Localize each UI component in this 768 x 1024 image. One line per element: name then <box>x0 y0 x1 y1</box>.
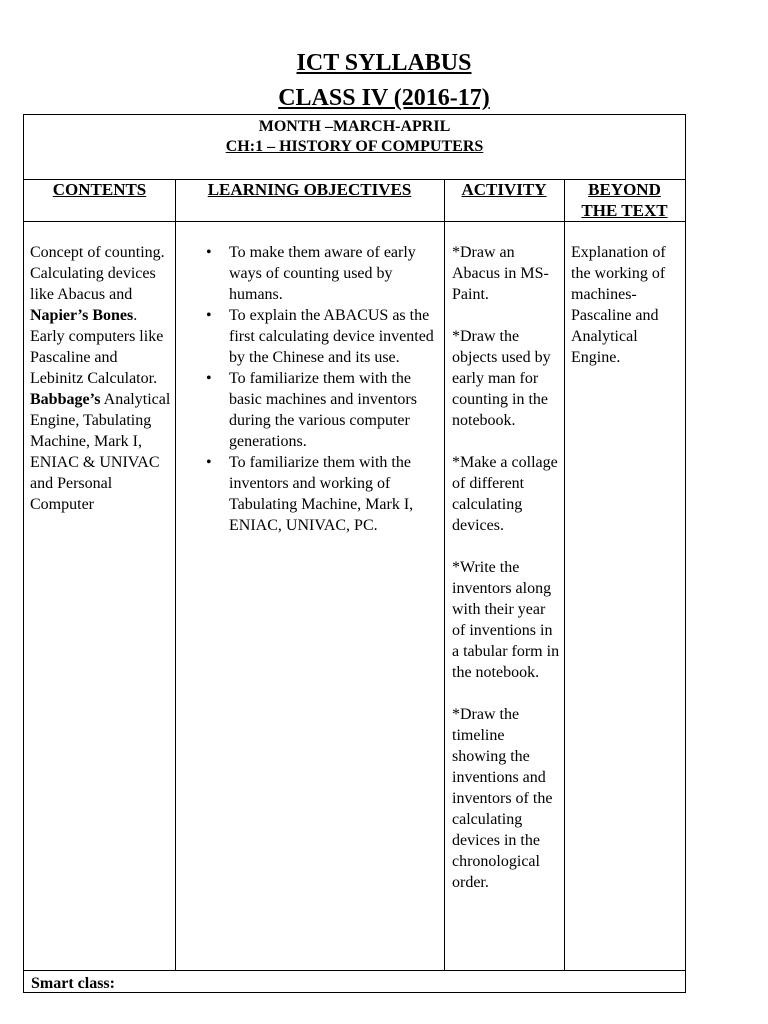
list-item <box>200 305 440 368</box>
contents-line: Early computers like Pascaline and Lebinitz Calculator. <box>30 328 164 387</box>
beyond-header-line2: THE TEXT <box>581 201 668 220</box>
activity-item: *Draw the timeline showing the inventions and inventors of the calculating devices in the chronological order. <box>452 706 553 891</box>
contents-text: . <box>133 307 138 324</box>
beyond-text-cell <box>571 242 683 368</box>
contents-bold-text: Napier’s Bones <box>30 307 134 324</box>
activity-item: *Write the inventors along with their year of inventions in a tabular form in the notebook. <box>452 559 560 681</box>
beyond-the-text-header <box>564 179 685 221</box>
objective-text: To make them aware of early ways of counting used by humans. <box>229 244 416 303</box>
contents-text: Analytical Engine, Tabulating Machine, Mark I, ENIAC & UNIVAC and Personal Computer <box>30 391 171 513</box>
column-divider <box>564 179 565 971</box>
month-label: MONTH –MARCH-APRIL <box>258 118 451 135</box>
objectives-cell <box>200 242 440 536</box>
list-item <box>200 368 440 452</box>
list-item <box>200 452 440 536</box>
contents-line: Concept of counting. <box>30 244 165 261</box>
activity-item: *Draw an Abacus in MS- Paint. <box>452 244 549 303</box>
beyond-header-line1: BEYOND <box>588 180 661 199</box>
list-item <box>200 242 440 305</box>
contents-line <box>30 389 172 515</box>
chapter-label: CH:1 – HISTORY OF COMPUTERS <box>225 138 484 155</box>
contents-cell <box>30 242 172 515</box>
beyond-text: Explanation of the working of machines- Pascaline and Analytical Engine. <box>571 244 666 366</box>
contents-text: Calculating devices like Abacus and <box>30 265 156 303</box>
learning-objectives-header: LEARNING OBJECTIVES <box>207 180 412 199</box>
objective-text: To explain the ABACUS as the first calculating device invented by the Chinese and its use. <box>229 307 434 366</box>
column-divider <box>444 179 445 971</box>
activity-item: *Make a collage of different calculating devices. <box>452 454 558 534</box>
class-subtitle: CLASS IV (2016-17) <box>278 85 490 111</box>
month-block <box>24 115 685 179</box>
smart-class-divider <box>24 970 685 971</box>
activity-cell <box>452 242 562 893</box>
header-divider <box>24 221 685 222</box>
objectives-list <box>200 242 440 536</box>
contents-line <box>30 263 172 326</box>
bullet-icon: • <box>206 307 212 324</box>
bullet-icon: • <box>206 454 212 471</box>
column-divider <box>175 179 176 971</box>
page-title: ICT SYLLABUS <box>296 50 472 76</box>
activity-item: *Draw the objects used by early man for counting in the notebook. <box>452 328 551 429</box>
contents-header: CONTENTS <box>52 180 147 199</box>
activity-header: ACTIVITY <box>461 180 547 199</box>
smart-class-label: Smart class: <box>31 975 115 992</box>
objective-text: To familiarize them with the inventors and working of Tabulating Machine, Mark I, ENIAC, UNIVAC, PC. <box>229 454 414 534</box>
syllabus-table <box>23 114 686 993</box>
objective-text: To familiarize them with the basic machines and inventors during the various computer generations. <box>229 370 417 450</box>
bullet-icon: • <box>206 244 212 261</box>
contents-bold-text: Babbage’s <box>30 391 101 408</box>
bullet-icon: • <box>206 370 212 387</box>
